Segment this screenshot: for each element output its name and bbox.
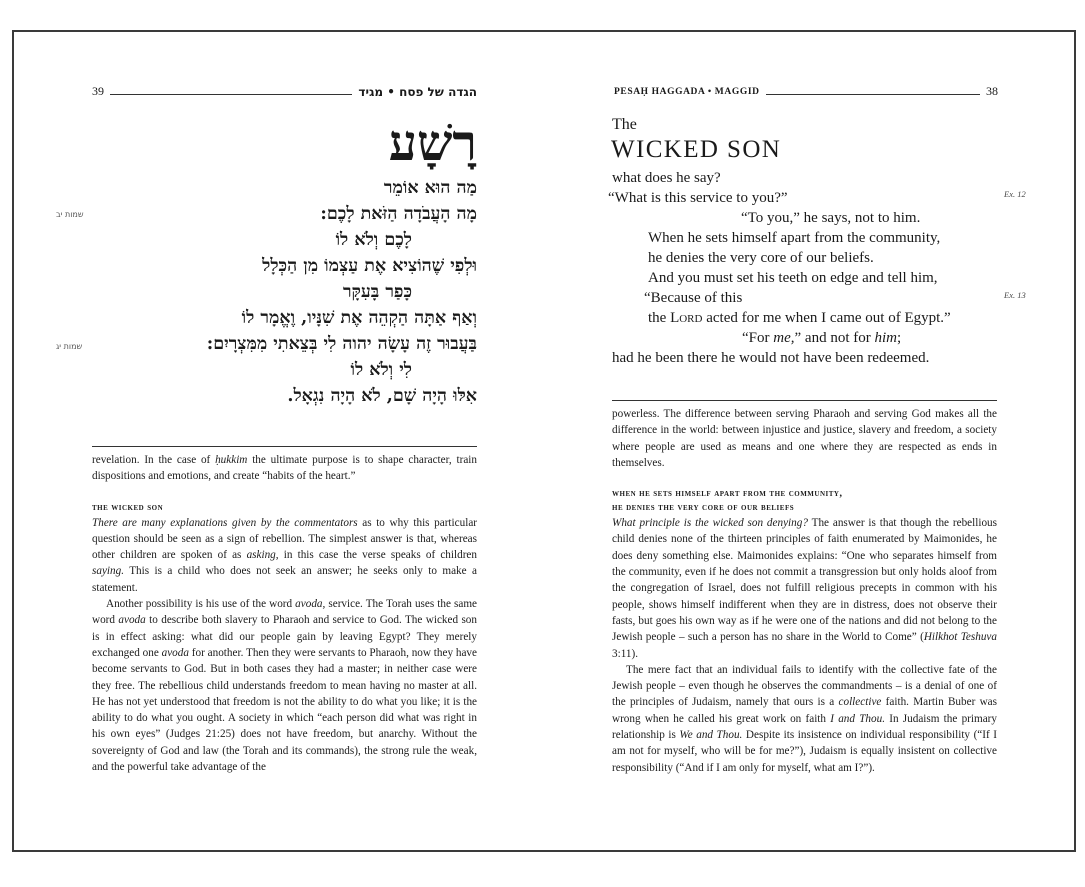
liturgy-line: he denies the very core of our beliefs. [648,250,874,266]
commentary-heading: the wicked son [92,501,164,513]
hebrew-line: וּלְפִי שֶׁהוֹצִיא אֶת עַצְמוֹ מִן הַכְּלָל [262,256,477,276]
liturgy-line: “Because of this [644,290,743,306]
liturgy-line: had he been there he would not have been redeemed. [612,350,930,366]
page-title: WICKED SON [611,136,782,163]
margin-reference: Ex. 13 [1004,290,1026,300]
left-running-title: הגדה של פסח • מגיד [358,84,477,99]
right-running-head [614,84,998,99]
divine-name: Lord [670,310,703,326]
hebrew-line: מָה הָעֲבֹדָה הַזֹּאת לָכֶם: [320,204,477,224]
liturgy-line: When he sets himself apart from the community, [648,230,941,246]
liturgy-line: “For me,” and not for him; [742,330,902,346]
margin-reference: שמות יג [56,342,83,351]
left-folio: 39 [92,84,104,98]
hebrew-line: אִלּוּ הָיָה שָׁם, לֹא הָיָה נִגְאָל. [287,386,477,406]
commentary-paragraph: What principle is the wicked son denying? The answer is that though the rebellious child denies none of the thirteen principles of faith enumerated by Maimonides, he does deny something else. Maimonides explains: “One who separates himself from the community, even if he does not commit a transgression but only holds aloof from the congregation of Israel, does not fulfill religious precepts in common with his people, shows himself indifferent when they are in distress, does not observe their fasts, but goes his own way as if he were one of the nations and did not belong to the Jewish people – such a person has no share in the World to Come” (Hilkhot Teshuva 3:11). [612,517,997,660]
commentary-paragraph: The mere fact that an individual fails to identify with the collective fate of the Jewish people – even though he observes the commandments – is a denial of one of the principles of Judaism, namely that ours is a collective faith. Martin Buber was wrong when he called his great work on faith I and Thou. In Judaism the primary relationship is We and Thou. Despite its insistence on individual responsibility (“If I am not for myself, who will be for me?”), Judaism is equally insistent on collective responsibility (“And if I am only for myself, what am I?”). [612,663,997,774]
hebrew-line: לִי וְלֹא לוֹ [350,360,412,380]
hebrew-text-block [92,112,477,442]
liturgy-line: the Lord acted for me when I came out of Egypt.” [648,310,951,326]
hebrew-line: וְאַף אַתָּה הַקְהֵה אֶת שִׁנָּיו, וֶאֱמָר לוֹ [241,308,477,328]
hebrew-line: מַה הוּא אוֹמֵר [383,178,477,198]
right-running-title: PESAḤ HAGGADA • MAGGID [614,86,760,97]
liturgy-line: what does he say? [612,170,721,186]
commentary-divider [92,446,477,447]
right-folio: 38 [986,84,998,98]
liturgy-line: And you must set his teeth on edge and tell him, [648,270,938,286]
commentary-heading: when he sets himself apart from the community, he denies the very core of our beliefs [612,488,843,514]
commentary-paragraph: There are many explanations given by the commentators as to why this particular question should be seen as a sign of rebellion. The simplest answer is that, whereas other children are spoken of as asking, in this case the verse speaks of children saying. This is a child who does not seek an answer; he seeks only to make a statement. [92,516,478,594]
margin-reference: Ex. 12 [1004,189,1026,199]
margin-reference: שמות יב [56,210,84,219]
hebrew-line: כָּפַר בָּעִקָּר [342,282,412,302]
right-commentary [612,406,997,776]
hebrew-line: בַּעֲבוּר זֶה עָשָׂה יהוה לִי בְּצֵאתִי מִמִּצְרָיִם: [206,334,477,354]
left-running-head [92,84,477,99]
book-spread [12,30,1076,852]
left-commentary [92,452,477,775]
liturgy-line: “What is this service to you?” [608,190,788,206]
header-rule [766,94,980,95]
commentary-paragraph: Another possibility is his use of the word avoda, service. The Torah uses the same word avoda to describe both slavery to Pharaoh and service to God. The wicked son is in effect asking: what did our people gain by leaving Egypt? They merely exchanged one avoda for another. Then they were servants to Pharaoh, now they have become servants to God. But in both cases they had a master; in neither case were they free. The rebellious child understands freedom to mean having no master at all. He has not yet understood that freedom is not the ability to do what you like; it is the ability to do what you ought. A society in which “each person did what was right in his own eyes” (Judges 21:25) does not have freedom, but anarchy. Without the sovereignty of God and law (the Torah and its commands), the strong rule the weak, and the powerful take advantage of the [92,598,477,774]
commentary-paragraph: powerless. The difference between serving Pharaoh and serving God makes all the difference in the world: between injustice and justice, slavery and freedom, a society where people are used as means and one where they are respected as ends in themselves. [612,408,997,469]
liturgy-line: “To you,” he says, not to him. [741,210,921,226]
hebrew-title: רָשָׁע [388,113,477,172]
header-rule [110,94,352,95]
title-prefix: The [612,116,637,133]
hebrew-line: לָכֶם וְלֹא לוֹ [335,230,412,250]
commentary-divider [612,400,997,401]
commentary-paragraph: revelation. In the case of ḥukkim the ultimate purpose is to shape character, train dispositions and emotions, and create “habits of the heart.” [92,454,477,483]
